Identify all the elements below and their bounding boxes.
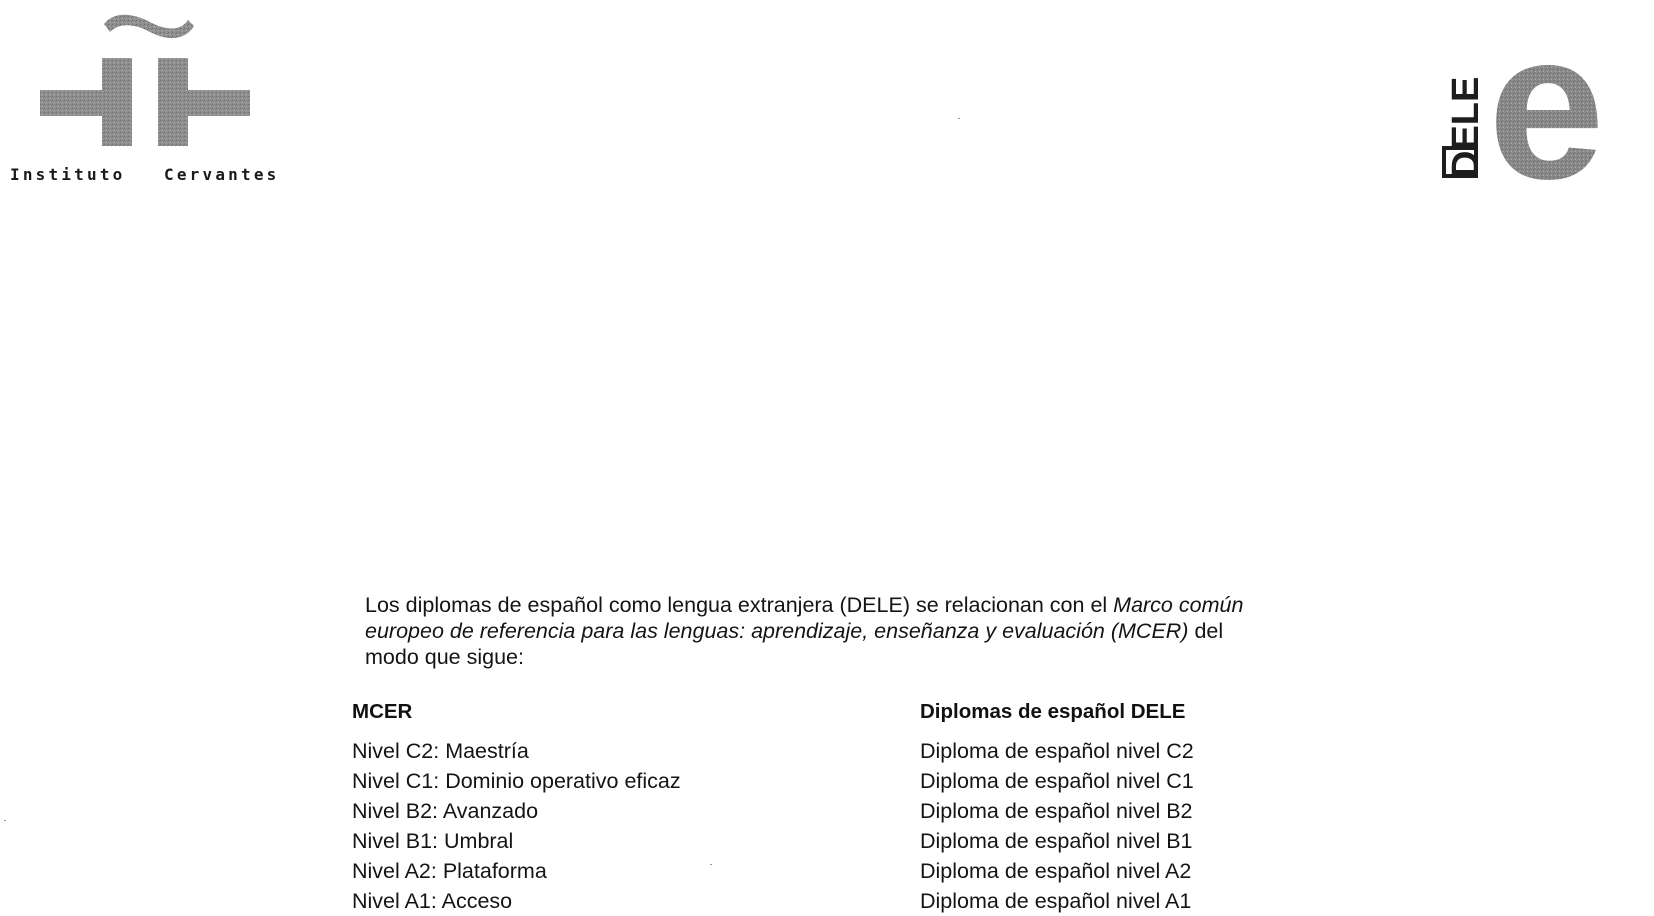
institute-name: Instituto Cervantes — [10, 165, 280, 184]
mcer-level-c2: Nivel C2: Maestría — [352, 739, 529, 763]
dele-diploma-c1: Diploma de español nivel C1 — [920, 769, 1194, 793]
intro-text-part2: del modo que sigue: — [365, 619, 1224, 669]
dele-diplomas-list — [920, 736, 1194, 916]
mcer-levels-list — [352, 736, 681, 916]
mcer-level-b1: Nivel B1: Umbral — [352, 829, 514, 853]
dele-diploma-c2: Diploma de español nivel C2 — [920, 739, 1194, 763]
scan-speck — [4, 820, 6, 821]
intro-text-part1: Los diplomas de español como lengua extranjera (DELE) se relacionan con el — [365, 593, 1114, 617]
dele-logo — [1440, 20, 1650, 190]
mcer-level-a1: Nivel A1: Acceso — [352, 889, 513, 913]
dele-e-letter: e — [1488, 20, 1605, 190]
mcer-title-italic: Marco común europeo de referencia para las lenguas: aprendizaje, enseñanza y evaluación (MCER) — [365, 593, 1244, 643]
mcer-level-b2: Nivel B2: Avanzado — [352, 799, 539, 823]
dele-diploma-b2: Diploma de español nivel B2 — [920, 799, 1193, 823]
dele-diploma-a2: Diploma de español nivel A2 — [920, 859, 1192, 883]
dele-heading: Diplomas de español DELE — [920, 700, 1186, 723]
scan-speck — [710, 864, 712, 865]
scan-speck — [958, 118, 960, 119]
dele-logo-icon — [1440, 20, 1650, 190]
dele-vertical-text: DELE — [1445, 76, 1487, 178]
dele-diploma-b1: Diploma de español nivel B1 — [920, 829, 1193, 853]
intro-paragraph — [365, 592, 1265, 670]
instituto-cervantes-logo — [0, 0, 300, 200]
mcer-heading: MCER — [352, 700, 413, 723]
dele-diploma-a1: Diploma de español nivel A1 — [920, 889, 1192, 913]
mcer-level-a2: Nivel A2: Plataforma — [352, 859, 547, 883]
mcer-level-c1: Nivel C1: Dominio operativo eficaz — [352, 769, 681, 793]
